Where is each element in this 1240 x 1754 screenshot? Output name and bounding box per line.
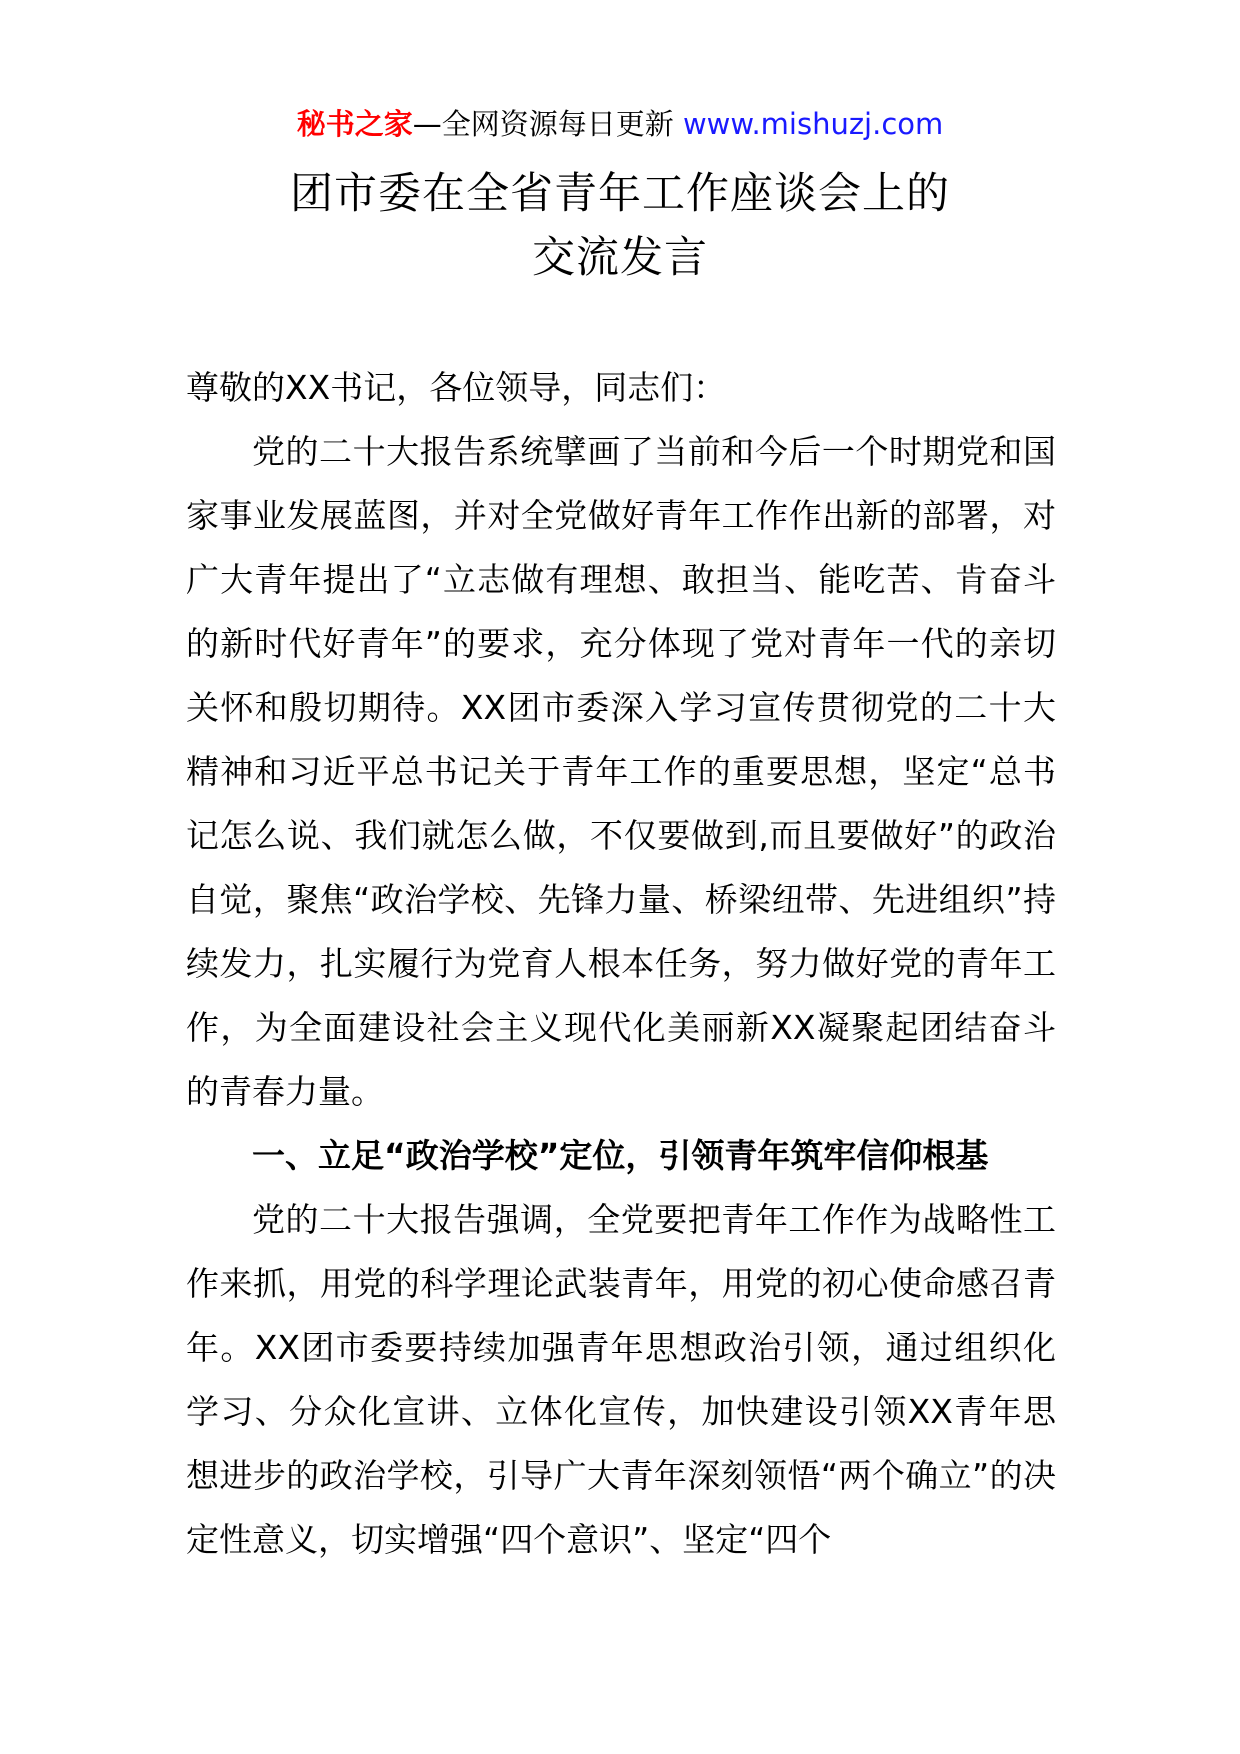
document-body [186,356,1056,1572]
brand-name: 秘书之家 [296,107,413,141]
header-tagline: —全网资源每日更新 [412,107,683,141]
document-title [0,162,1240,290]
site-url-link[interactable]: www.mishuzj.com [682,107,944,141]
body-paragraph: 党的二十大报告强调，全党要把青年工作作为战略性工作来抓，用党的科学理论武装青年，用党的初心使命感召青年。XX团市委要持续加强青年思想政治引领，通过组织化学习、分众化宣讲、立体化宣传，加快建设引领XX青年思想进步的政治学校，引导广大青年深刻领悟“两个确立”的决定性意义，切实增强“四个意识”、坚定“四个 [186,1200,1056,1559]
title-line-2: 交流发言 [532,233,708,283]
title-line-1: 团市委在全省青年工作座谈会上的 [290,169,950,219]
body-paragraph: 党的二十大报告系统擘画了当前和今后一个时期党和国家事业发展蓝图，并对全党做好青年工作作出新的部署，对广大青年提出了“立志做有理想、敢担当、能吃苦、肯奋斗的新时代好青年”的要求，充分体现了党对青年一代的亲切关怀和殷切期待。XX团市委深入学习宣传贯彻党的二十大精神和习近平总书记关于青年工作的重要思想，坚定“总书记怎么说、我们就怎么做，不仅要做到,而且要做好”的政治自觉，聚焦“政治学校、先锋力量、桥梁纽带、先进组织”持续发力，扎实履行为党育人根本任务，努力做好党的青年工作，为全面建设社会主义现代化美丽新XX凝聚起团结奋斗的青春力量。 [186,432,1056,1111]
header-banner [0,104,1240,144]
salutation: 尊敬的XX书记，各位领导，同志们： [186,368,727,407]
section-heading: 一、立足“政治学校”定位，引领青年筑牢信仰根基 [252,1136,989,1175]
